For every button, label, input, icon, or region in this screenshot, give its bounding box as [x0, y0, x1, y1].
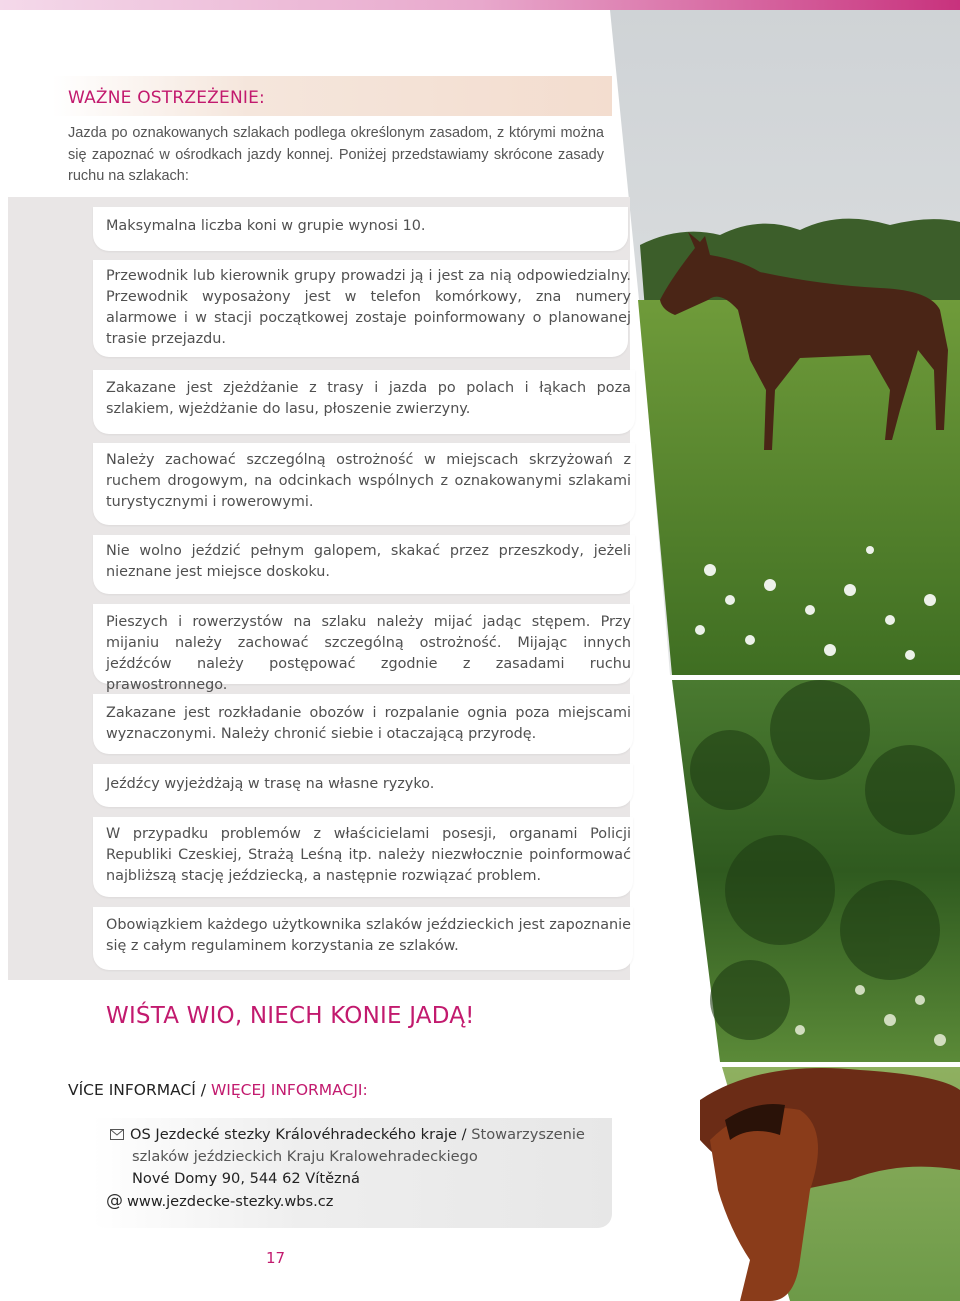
- forest-photo: [672, 680, 960, 1062]
- rule-text: Należy zachować szczególną ostrożność w miejscach skrzyżowań z ruchem drogowym, na odcinkach wspólnych z oznakowanymi szlakami turystycznymi i rowerowymi.: [106, 452, 631, 510]
- rule-text: Pieszych i rowerzystów na szlaku należy mijać jadąc stępem. Przy mijaniu należy zachować szczególną ostrożność. Mijając innych jeźdźców należy postępować zgodnie z zasadami ruchu prawostronnego.: [106, 614, 631, 693]
- contact-org-cz: OS Jezdecké stezky Královéhradeckého kraje: [130, 1126, 458, 1143]
- rule-text: Obowiązkiem każdego użytkownika szlaków jeździeckich jest zapoznanie się z całym regulaminem korzystania ze szlaków.: [106, 917, 631, 954]
- rule-text: Zakazane jest zjeżdżanie z trasy i jazda po polach i łąkach poza szlakiem, wjeżdżanie do lasu, płoszenie zwierzyny.: [106, 380, 631, 417]
- envelope-icon: [110, 1129, 124, 1140]
- photo-column: [600, 10, 960, 1301]
- rule-text: Przewodnik lub kierownik grupy prowadzi ją i jest za nią odpowiedzialny. Przewodnik wyposażony jest w telefon komórkowy, zna numery alarmowe i w stacji początkowej zostaje poinformowany o planowanej trasie przejazdu.: [106, 268, 631, 347]
- warning-intro: Jazda po oznakowanych szlakach podlega określonym zasadom, z którymi można się zapoznać w ośrodkach jazdy konnej. Poniżej przedstawiamy skrócone zasady ruchu na szlakach:: [68, 125, 604, 184]
- more-info-title: [68, 1081, 368, 1099]
- more-info-separator: /: [195, 1081, 211, 1099]
- contact-address: Nové Domy 90, 544 62 Vítězná: [132, 1170, 360, 1187]
- rule-text: Nie wolno jeździć pełnym galopem, skakać przez przeszkody, jeżeli nieznane jest miejsce doskoku.: [106, 543, 631, 580]
- rule-text: Jeźdźcy wyjeżdżają w trasę na własne ryzyko.: [106, 776, 435, 792]
- contact-org-pl-2: szlaków jeździeckich Kraju Kralowehradeckiego: [132, 1148, 478, 1165]
- page-number: 17: [266, 1249, 286, 1267]
- more-info-title-cz: VÍCE INFORMACÍ: [68, 1081, 196, 1099]
- contact-org-pl-1: Stowarzyszenie: [471, 1126, 585, 1143]
- at-icon: @: [106, 1191, 123, 1211]
- more-info-title-pl: WIĘCEJ INFORMACJI:: [210, 1081, 368, 1099]
- horses-grass-photo: [700, 1067, 960, 1301]
- rule-text: Zakazane jest rozkładanie obozów i rozpalanie ognia poza miejscami wyznaczonymi. Należy chronić siebie i otaczającą przyrodę.: [106, 705, 631, 742]
- contact-separator: /: [457, 1126, 472, 1143]
- website-link[interactable]: www.jezdecke-stezky.wbs.cz: [127, 1193, 334, 1210]
- top-accent-bar: [0, 0, 960, 10]
- rule-text: W przypadku problemów z właścicielami posesji, organami Policji Republiki Czeskiej, Strażą Leśną itp. należy niezwłocznie poinformować najbliższą stację jeździecką, a następnie rozwiązać problem.: [106, 826, 631, 884]
- meadow-horse-photo: [610, 10, 960, 675]
- warning-title: WAŻNE OSTRZEŻENIE:: [68, 88, 265, 108]
- contact-block: [106, 1124, 585, 1213]
- slogan: WIŚTA WIO, NIECH KONIE JADĄ!: [106, 1003, 475, 1029]
- rule-text: Maksymalna liczba koni w grupie wynosi 10.: [106, 218, 426, 234]
